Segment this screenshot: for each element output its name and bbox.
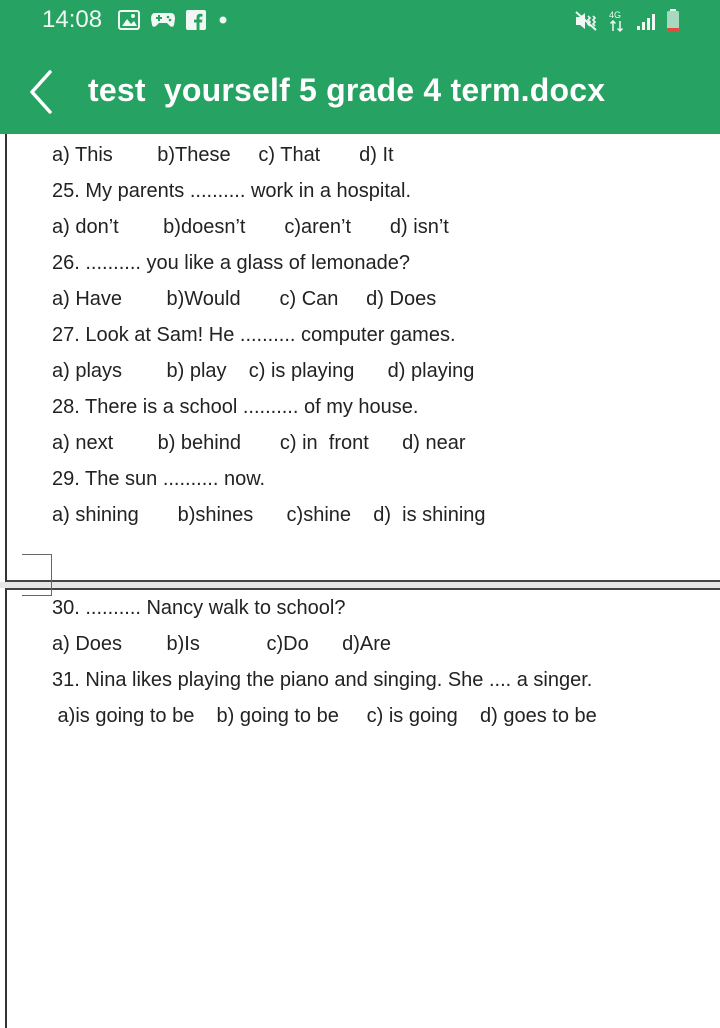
answer-options-24: a) This b)These c) That d) It	[52, 144, 394, 166]
answer-options-26: a) Have b)Would c) Can d) Does	[52, 288, 437, 310]
answer-options-31: a)is going to be b) going to be c) is going d) goes to be	[52, 705, 597, 727]
facebook-icon	[186, 10, 206, 30]
back-button[interactable]	[24, 68, 60, 116]
dot-icon	[216, 13, 230, 27]
question-25: 25. My parents .......... work in a hospital.	[52, 180, 412, 202]
question-29: 29. The sun .......... now.	[52, 468, 266, 490]
image-icon	[118, 10, 140, 30]
document-title: test yourself 5 grade 4 term.docx	[88, 72, 606, 108]
gamepad-icon	[150, 11, 176, 29]
chevron-left-icon	[24, 68, 60, 116]
answer-options-28: a) next b) behind c) in front d) near	[52, 432, 466, 454]
signal-icon	[636, 11, 656, 31]
question-26: 26. .......... you like a glass of lemonade?	[52, 252, 410, 274]
question-27: 27. Look at Sam! He .......... computer games.	[52, 324, 456, 346]
4g-data-icon	[608, 9, 626, 33]
app-bar	[0, 50, 720, 134]
answer-options-29: a) shining b)shines c)shine d) is shining	[52, 504, 486, 526]
answer-options-30: a) Does b)Is c)Do d)Are	[52, 633, 391, 655]
answer-options-25: a) don’t b)doesn’t c)aren’t d) isn’t	[52, 216, 449, 238]
status-bar	[0, 0, 720, 50]
mute-vibrate-icon	[574, 10, 598, 32]
network-label: 4G	[609, 10, 622, 20]
battery-icon	[666, 9, 680, 33]
status-time: 14:08	[42, 6, 103, 33]
question-28: 28. There is a school .......... of my house.	[52, 396, 419, 418]
question-30: 30. .......... Nancy walk to school?	[52, 597, 346, 619]
status-right-icons	[574, 9, 680, 33]
answer-options-27: a) plays b) play c) is playing d) playing	[52, 360, 475, 382]
question-31: 31. Nina likes playing the piano and singing. She .... a singer.	[52, 669, 593, 691]
page-corner-mark	[22, 554, 52, 596]
status-left-icons	[118, 10, 230, 30]
